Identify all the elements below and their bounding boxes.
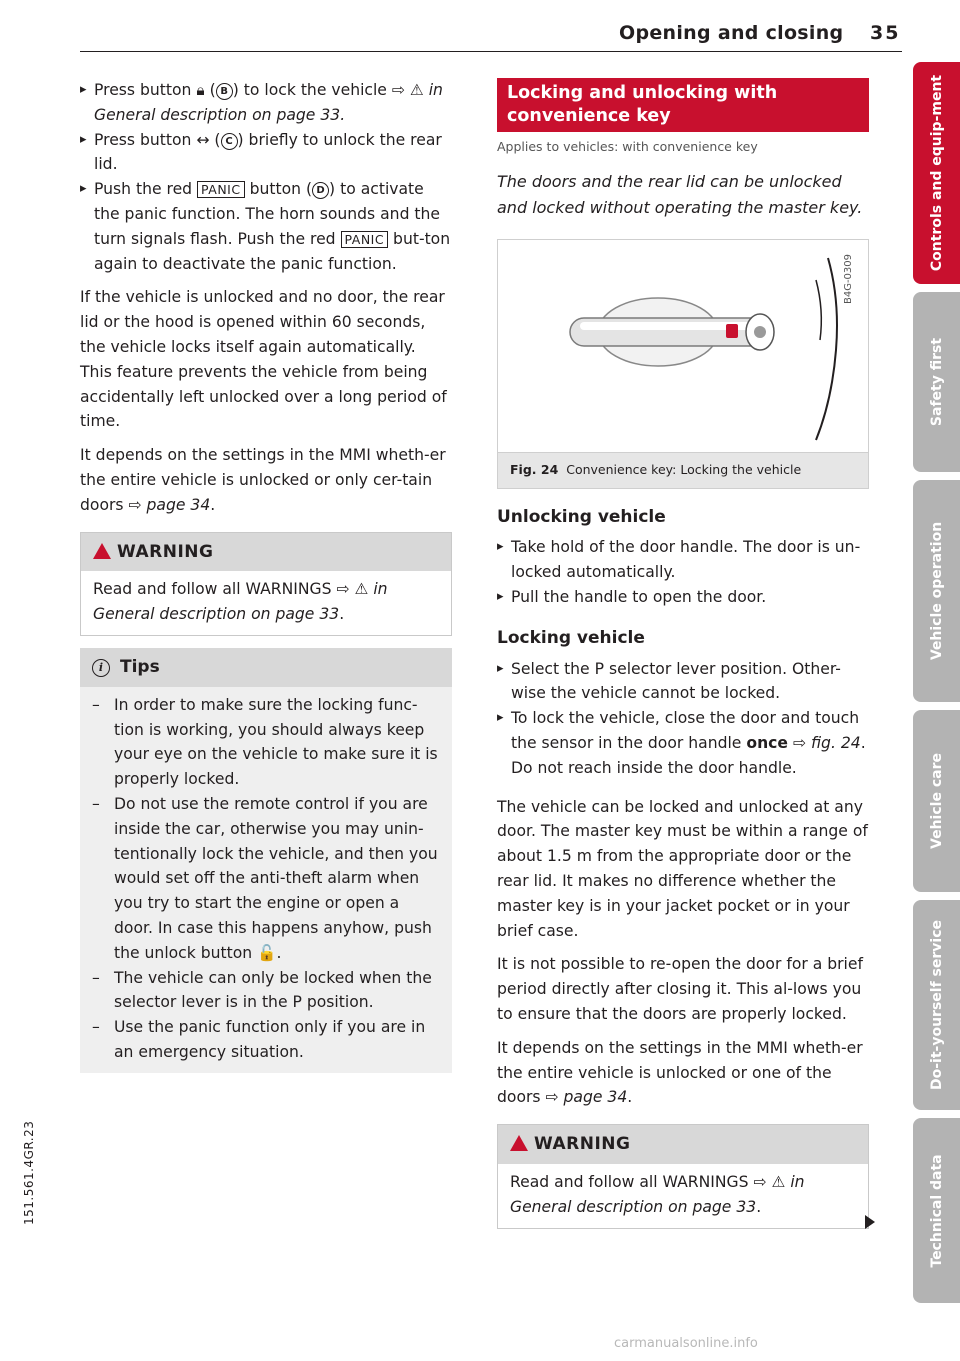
panic-key: PANIC: [197, 181, 245, 198]
paragraph-text: It depends on the settings in the MMI wheth-er the entire vehicle is unlocked or one of the doors: [497, 1038, 863, 1107]
intro-text: The doors and the rear lid can be unlocked and locked without operating the master key.: [497, 171, 863, 217]
info-icon: i: [92, 659, 110, 677]
bullet-continuation: Do not reach inside the door handle.: [511, 758, 797, 777]
bullet-text: Push the red: [94, 180, 198, 199]
bullet-lock: ▸ Press button 🔒︎ ( B ) to lock the vehicle ⇨ ⚠ in General description on page 33.: [80, 78, 452, 128]
warning-text: .: [756, 1197, 762, 1216]
bullet-text: .: [860, 733, 866, 752]
sensor-marker: [726, 324, 738, 338]
tab-safety-first[interactable]: [913, 292, 960, 472]
cross-reference[interactable]: ⇨ fig. 24: [788, 733, 861, 752]
paragraph: It is not possible to re-open the door for a brief period directly after closing it. This al-lows you to ensure that the doors are properly locked.: [497, 955, 863, 1023]
warning-icon: [93, 543, 111, 559]
figure-code: B4G-0309: [843, 253, 855, 304]
cross-reference[interactable]: ⇨ page 34: [545, 1088, 628, 1107]
applies-note: Applies to vehicles: with convenience key: [497, 139, 758, 154]
left-column: [80, 78, 452, 1073]
paragraph-text: .: [210, 495, 216, 514]
bullet-panic: [80, 177, 452, 276]
tab-label: Controls and equip-ment: [928, 74, 945, 272]
bullet-text: but-ton again to deactivate the panic function.: [94, 229, 451, 273]
tab-label: Safety first: [928, 337, 945, 427]
warning-body: [498, 1164, 868, 1228]
button-b-icon: B: [216, 83, 233, 100]
figure-24: [497, 239, 869, 453]
cross-reference[interactable]: ⇨ ⚠ in General description on page 33: [93, 580, 388, 624]
bullet-text: To lock the vehicle, close the door and touch the sensor in the door handle: [511, 709, 860, 752]
bullet-rear-lid: ▸ Press button ↔ ( C ) briefly to unlock the rear lid.: [80, 128, 452, 178]
figure-caption-text: Convenience key: Locking the vehicle: [566, 461, 802, 477]
warning-box: [80, 532, 452, 636]
door-handle-illustration: [498, 240, 868, 452]
continue-arrow-icon: [865, 1215, 875, 1229]
tips-header: [80, 648, 452, 687]
paragraph-text: It depends on the settings in the MMI wheth-er the entire vehicle is unlocked or only cer-tain doors: [80, 446, 446, 514]
figure-caption: [497, 453, 869, 489]
document-code: 151.561.4GR.23: [22, 1120, 36, 1225]
unlocking-heading: Unlocking vehicle: [497, 506, 666, 527]
bullet-text: Press button: [94, 81, 197, 99]
tip-item: – Do not use the remote control if you are inside the car, otherwise you may unin-tentionally lock the vehicle, and then you would set off the anti-theft alarm when you try to start the engine or open a door. In case this happens anyhow, push the unlock button 🔓.: [92, 792, 440, 966]
warning-header: [81, 533, 451, 572]
button-c-icon: C: [221, 133, 238, 150]
locking-heading: Locking vehicle: [497, 627, 645, 648]
bullet-text: ) briefly to unlock the rear lid.: [94, 130, 442, 174]
page-number: 35: [870, 22, 901, 44]
warning-body: [81, 571, 451, 635]
tip-item: – In order to make sure the locking func-tion is working, you should always keep your eye on the vehicle to make sure it is properly locked.: [92, 693, 440, 792]
bullet-text: ) to lock the vehicle: [232, 81, 392, 99]
tips-box: [80, 648, 452, 1073]
tab-vehicle-operation[interactable]: [913, 480, 960, 702]
paragraph: [80, 443, 452, 517]
emphasis-once: once: [746, 733, 788, 752]
section-title: Opening and closing: [619, 22, 844, 44]
warning-header: [498, 1125, 868, 1164]
header-rule: [80, 51, 902, 52]
paragraph-text: .: [627, 1088, 633, 1107]
bullet-item: ▸ Take hold of the door handle. The door is un-locked automatically.: [497, 535, 869, 585]
paragraph: The vehicle can be locked and unlocked at any door. The master key must be within a range of about 1.5 m from the appropriate door or the rear lid. It makes no difference whether the master key is in your jacket pocket or in your brief case.: [497, 797, 868, 940]
button-d-icon: D: [312, 182, 329, 199]
tab-vehicle-care[interactable]: [913, 710, 960, 892]
lock-icon: 🔒︎: [196, 81, 205, 99]
warning-text: Read and follow all WARNINGS: [93, 580, 337, 599]
bullet-text: button (: [244, 180, 313, 199]
warning-box: [497, 1124, 869, 1228]
tips-title: Tips: [120, 656, 160, 677]
tips-body: [80, 687, 452, 1073]
bullet-item: [497, 706, 869, 756]
cross-reference[interactable]: ⇨ ⚠ in General description on page 33: [510, 1172, 805, 1216]
warning-title: WARNING: [534, 1134, 631, 1155]
bullet-text: ) to activate the panic function. The horn sounds and the turn signals flash. Push the red: [94, 180, 441, 248]
tip-item: – Use the panic function only if you are in an emergency situation.: [92, 1015, 440, 1065]
warning-text: .: [339, 605, 345, 624]
tab-do-it-yourself[interactable]: [913, 900, 960, 1110]
tab-technical-data[interactable]: [913, 1118, 960, 1303]
tip-item: – The vehicle can only be locked when the selector lever is in the P position.: [92, 966, 440, 1016]
warning-icon: [510, 1135, 528, 1151]
cross-reference[interactable]: ⇨ page 34: [128, 495, 211, 514]
bullet-text: Press button: [94, 130, 197, 149]
panic-key: PANIC: [341, 231, 389, 248]
watermark: carmanualsonline.info: [614, 1336, 758, 1351]
right-column: [497, 78, 869, 1229]
trunk-icon: ↔: [196, 130, 210, 149]
paragraph: If the vehicle is unlocked and no door, the rear lid or the hood is opened within 60 seconds, the vehicle locks itself again automatically. This feature prevents the vehicle from being accidentally left unlocked over a long period of time.: [80, 288, 447, 431]
tab-label: Do-it-yourself service: [928, 919, 945, 1091]
figure-label: Fig. 24: [510, 461, 559, 477]
section-heading: Locking and unlocking with convenience key: [497, 78, 869, 132]
bullet-item: ▸ Select the P selector lever position. Other-wise the vehicle cannot be locked.: [497, 657, 869, 707]
tab-controls-equipment[interactable]: [913, 62, 960, 284]
warning-text: Read and follow all WARNINGS: [510, 1172, 754, 1191]
warning-title: WARNING: [117, 541, 214, 562]
cross-reference[interactable]: ⇨ ⚠ in General description on page 33.: [94, 81, 443, 124]
tab-label: Technical data: [928, 1153, 945, 1268]
tab-label: Vehicle care: [928, 753, 945, 849]
bullet-item: ▸ Pull the handle to open the door.: [497, 585, 869, 610]
paragraph: [497, 1036, 869, 1110]
tab-label: Vehicle operation: [928, 521, 945, 661]
